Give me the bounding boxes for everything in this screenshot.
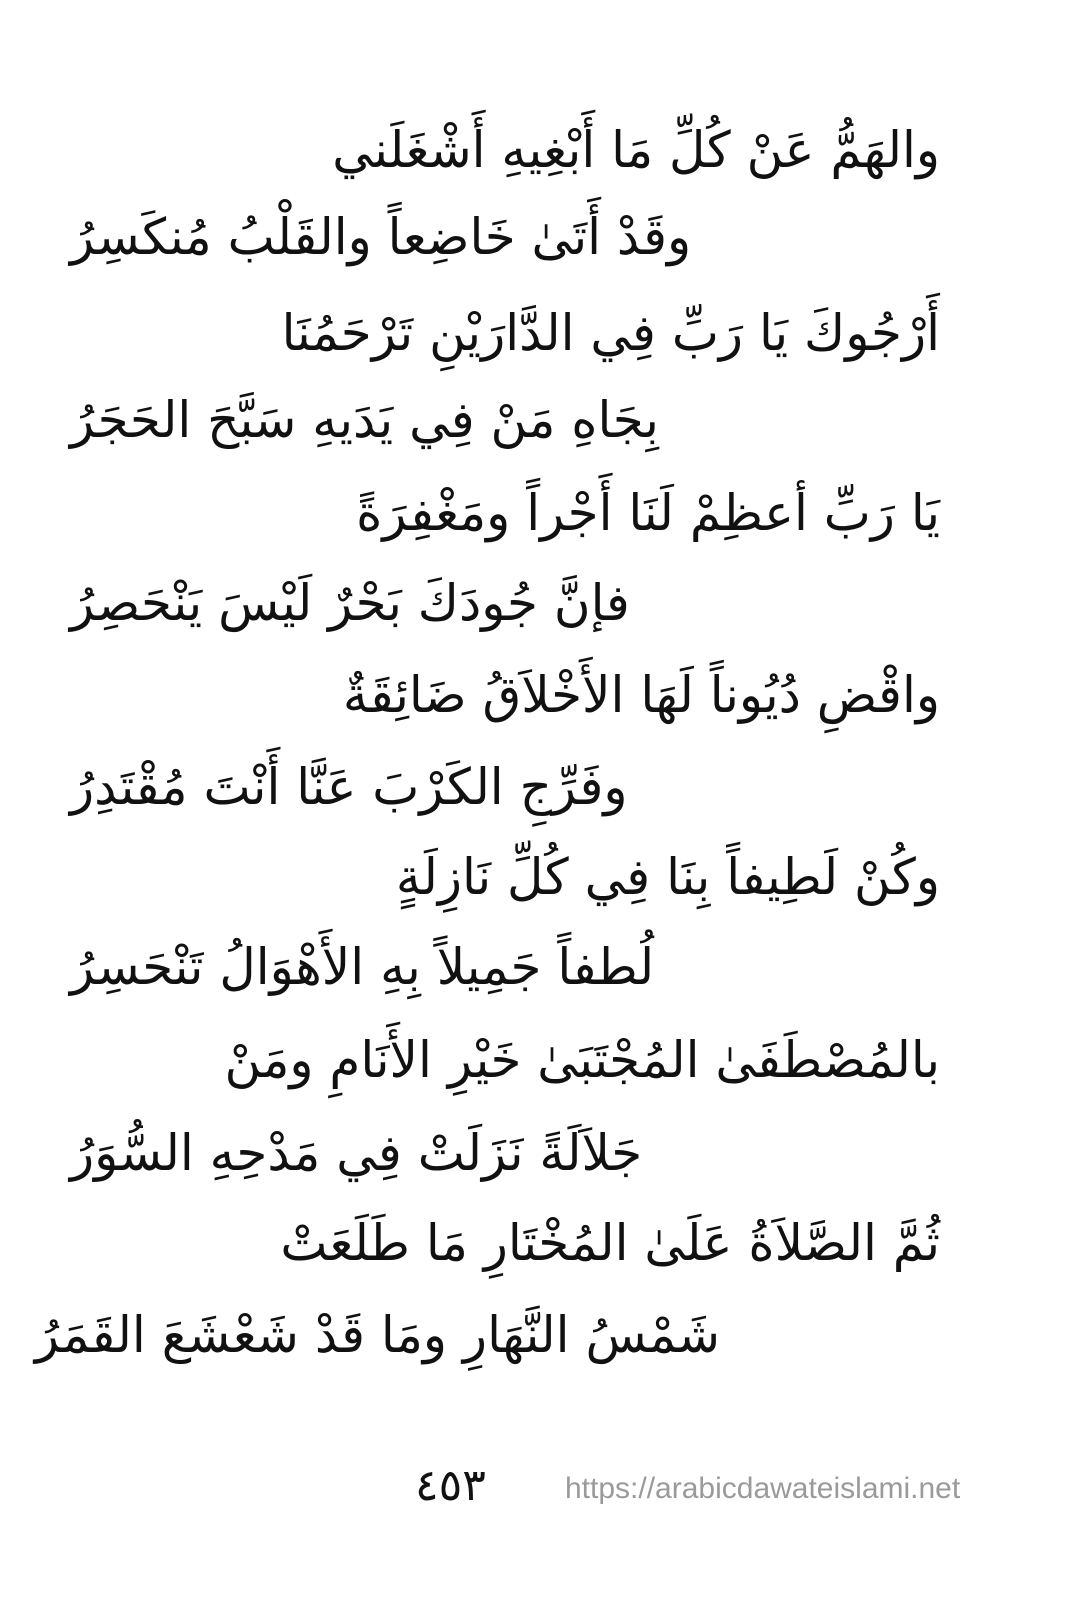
verse-7-second-hemistich: شَمْسُ النَّهَارِ ومَا قَدْ شَعْشَعَ القَمَرُ [34,1306,720,1364]
verse-4-first-hemistich: واقْضِ دُيُوناً لَهَا الأَخْلاَقُ ضَائِقَةٌ [342,666,940,724]
verse-3-second-hemistich: فإنَّ جُودَكَ بَحْرٌ لَيْسَ يَنْحَصِرُ [70,574,630,632]
page-number: ٤٥٣ [415,1460,486,1511]
source-url: https://arabicdawateislami.net [565,1472,961,1505]
verse-1-first-hemistich: والهَمُّ عَنْ كُلِّ مَا أَبْغِيهِ أَشْغَلَني [332,121,940,179]
verse-2-second-hemistich: بِجَاهِ مَنْ فِي يَدَيهِ سَبَّحَ الحَجَرُ [70,391,659,449]
verse-3-first-hemistich: يَا رَبِّ أعظِمْ لَنَا أَجْراً ومَغْفِرَةً [356,484,940,542]
verse-2-first-hemistich: أَرْجُوكَ يَا رَبِّ فِي الدَّارَيْنِ تَرْحَمُنَا [281,304,940,362]
verse-5-second-hemistich: لُطفاً جَمِيلاً بِهِ الأَهْوَالُ تَنْحَسِرُ [70,938,655,996]
verse-5-first-hemistich: وكُنْ لَطِيفاً بِنَا فِي كُلِّ نَازِلَةٍ [395,848,940,906]
verse-4-second-hemistich: وفَرِّجِ الكَرْبَ عَنَّا أَنْتَ مُقْتَدِرُ [70,758,628,816]
verse-1-second-hemistich: وقَدْ أَتَىٰ خَاضِعاً والقَلْبُ مُنكَسِرُ [70,208,692,266]
verse-6-second-hemistich: جَلاَلَةً نَزَلَتْ فِي مَدْحِهِ السُّوَرُ [70,1124,643,1182]
verse-7-first-hemistich: ثُمَّ الصَّلاَةُ عَلَىٰ المُخْتَارِ مَا طَلَعَتْ [280,1214,940,1272]
verse-6-first-hemistich: بالمُصْطَفَىٰ المُجْتَبَىٰ خَيْرِ الأَنَامِ ومَنْ [224,1031,940,1089]
